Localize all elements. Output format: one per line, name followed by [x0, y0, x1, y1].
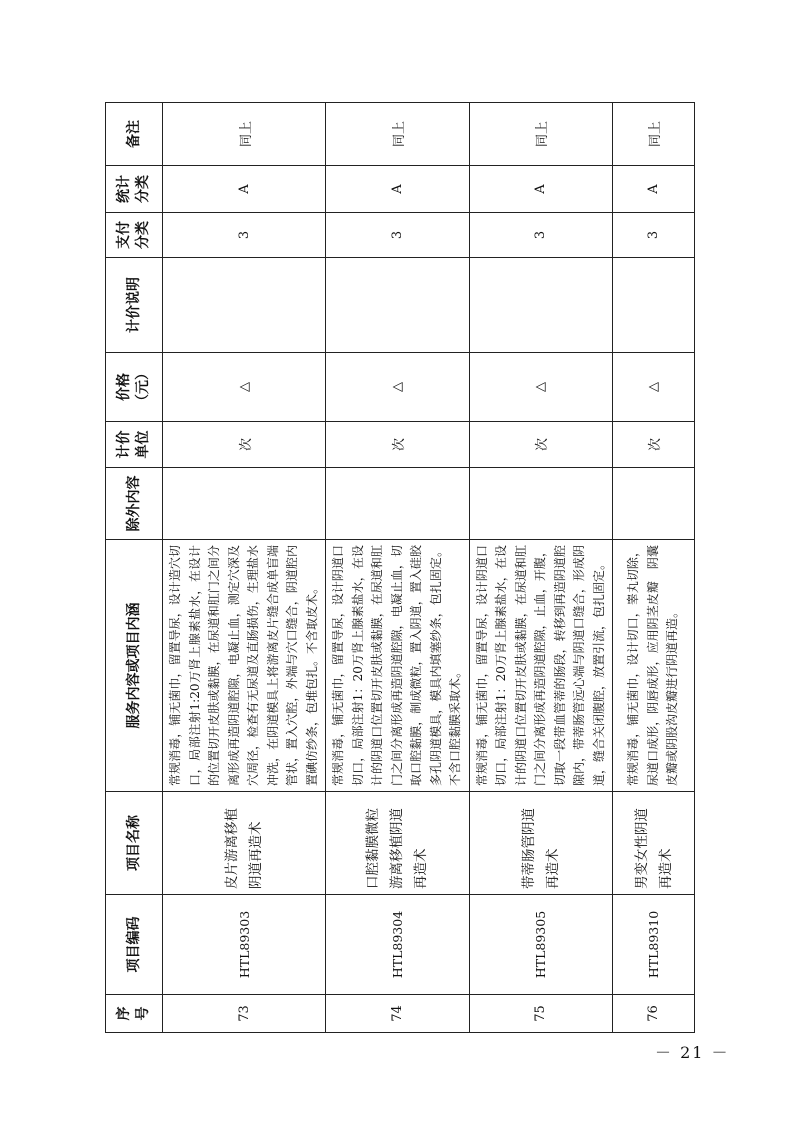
row-price-note [613, 258, 695, 353]
row-price: △ [613, 353, 695, 422]
table-row [326, 103, 470, 1033]
row-content: 常规消毒，铺无菌巾，设计切口，睾丸切除，尿道口成形，阴唇成形，应用阴茎皮瓣 阴囊皮瓣或阴股沟皮瓣进行阴道再造。 [613, 540, 695, 792]
header-content: 服务内容或项目内涵 [106, 540, 163, 792]
header-excluded: 除外内容 [106, 468, 163, 540]
row-price-note [326, 258, 470, 353]
row-unit: 次 [326, 422, 470, 468]
header-row [106, 103, 163, 1033]
header-pay-class: 支付分类 [106, 213, 163, 258]
header-seq: 序号 [106, 995, 163, 1033]
header-code: 项目编码 [106, 895, 163, 995]
table-row [163, 103, 326, 1033]
header-price: 价格（元） [106, 353, 163, 422]
row-remark: 同上 [163, 103, 326, 166]
header-unit: 计价单位 [106, 422, 163, 468]
page-number: － 21 － [655, 1043, 730, 1062]
row-remark: 同上 [613, 103, 695, 166]
row-price: △ [163, 353, 326, 422]
row-seq: 76 [613, 995, 695, 1033]
row-pay-class: 3 [326, 213, 470, 258]
row-excluded [613, 468, 695, 540]
row-name: 口腔黏膜微粒游离移植阴道再造术 [326, 792, 470, 895]
row-code: HTL89303 [163, 895, 326, 995]
header-remark: 备注 [106, 103, 163, 166]
table-row [469, 103, 613, 1033]
row-code: HTL89310 [613, 895, 695, 995]
row-pay-class: 3 [163, 213, 326, 258]
row-code: HTL89305 [469, 895, 613, 995]
header-price-note: 计价说明 [106, 258, 163, 353]
rotated-table-page [105, 103, 680, 1033]
row-price-note [469, 258, 613, 353]
fee-table [105, 102, 695, 1033]
row-excluded [469, 468, 613, 540]
row-unit: 次 [613, 422, 695, 468]
row-stat-class: A [469, 166, 613, 213]
row-unit: 次 [163, 422, 326, 468]
row-name: 带蒂肠管阴道再造术 [469, 792, 613, 895]
row-remark: 同上 [469, 103, 613, 166]
row-seq: 74 [326, 995, 470, 1033]
row-pay-class: 3 [469, 213, 613, 258]
row-code: HTL89304 [326, 895, 470, 995]
header-stat-class: 统计分类 [106, 166, 163, 213]
table-row [613, 103, 695, 1033]
header-name: 项目名称 [106, 792, 163, 895]
row-content: 常规消毒，铺无菌巾，留置导尿，设计阴道口切口，局部注射1：20万肾上腺素盐水，在设计的阴道口位置切开皮肤或黏膜，在尿道和肛门之间分离形成再造阴道腔隙，电凝止血，切取口腔黏膜，制成微粒，置入阴道，置入硅胶多孔阴道模具，模具内填塞纱条，包扎固定。不含口腔黏膜采取术。 [326, 540, 470, 792]
row-seq: 73 [163, 995, 326, 1033]
row-name: 皮片游离移植阴道再造术 [163, 792, 326, 895]
row-stat-class: A [326, 166, 470, 213]
row-remark: 同上 [326, 103, 470, 166]
row-excluded [163, 468, 326, 540]
row-pay-class: 3 [613, 213, 695, 258]
row-content: 常规消毒，铺无菌巾，留置导尿，设计造穴切口，局部注射1:20万肾上腺素盐水，在设计的位置切开皮肤或黏膜，在尿道和肛门之间分离形成再造阴道腔隙，电凝止血，测定穴深及穴周径，检查有无尿道及直肠损伤，生理盐水冲洗，在阴道模具上将游离皮片缝合成单盲端管状，置入穴腔，外端与穴口缝合，阴道腔内置碘仿纱条，包堆包扎。不含取皮术。 [163, 540, 326, 792]
row-stat-class: A [163, 166, 326, 213]
row-unit: 次 [469, 422, 613, 468]
row-content: 常规消毒，铺无菌巾，留置导尿，设计阴道口切口，局部注射1：20万肾上腺素盐水，在设计的阴道口位置切开皮肤或黏膜，在尿道和肛门之间分离形成再造阴道腔隙，止血，开腹，切取一段带血管蒂的肠段，转移到再造阴道腔隙内，带蒂肠管远心端与阴道口缝合，形成阴道，缝合关闭腹腔，放置引流，包扎固定。 [469, 540, 613, 792]
row-excluded [326, 468, 470, 540]
row-price: △ [326, 353, 470, 422]
row-price-note [163, 258, 326, 353]
row-stat-class: A [613, 166, 695, 213]
row-name: 男变女性阴道再造术 [613, 792, 695, 895]
row-price: △ [469, 353, 613, 422]
row-seq: 75 [469, 995, 613, 1033]
